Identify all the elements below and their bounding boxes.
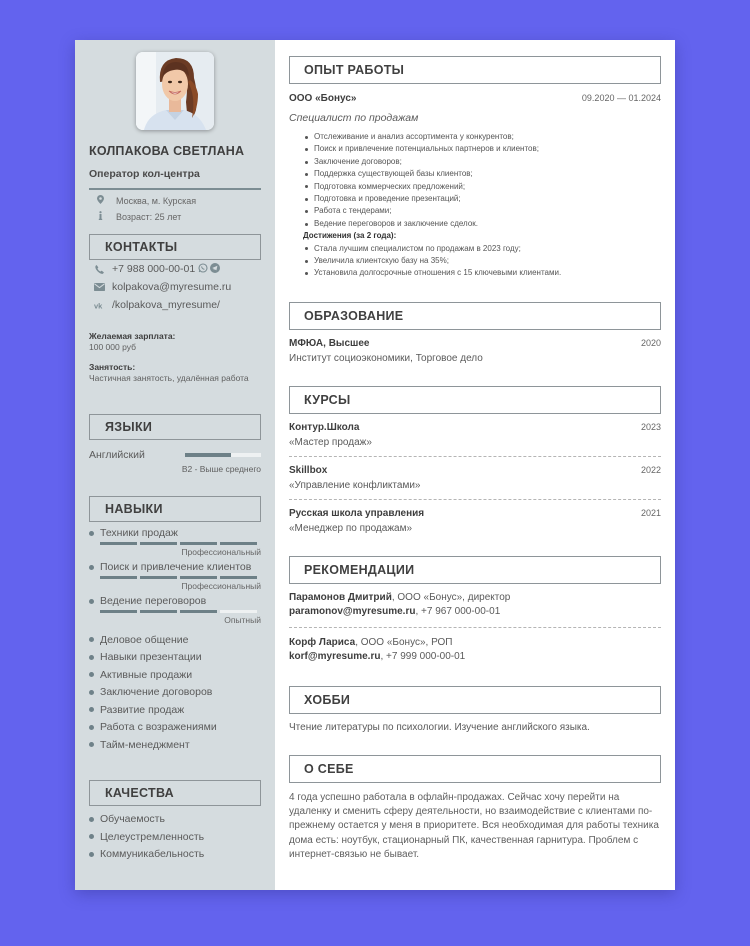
duty-item: Поддержка существующей базы клиентов; (305, 168, 661, 180)
job-duties (289, 131, 661, 280)
course-org: Skillbox (289, 464, 328, 476)
skill-name: Поиск и привлечение клиентов (100, 561, 252, 573)
bullet-icon (89, 637, 94, 642)
quality-item (89, 846, 261, 864)
map-pin-icon (93, 195, 107, 206)
phone-text[interactable]: +7 988 000-00-01 (112, 263, 196, 275)
skill-name: Техники продаж (100, 527, 178, 539)
reference-email[interactable]: korf@myresume.ru (289, 650, 381, 662)
bullet-icon (89, 565, 94, 570)
main-content (275, 40, 675, 890)
about-text: 4 года успешно работала в офлайн-продажах. Сейчас хочу перейти на удаленку и сменить сферу деятельности, но взаимодействие с клиентами по-прежнему остается у меня в приоритете. Вся необходимая для работы техника дома есть: ноутбук, стационарный ПК, качественная гарнитура. Проблем с интернет-связью не бывает. (289, 791, 659, 861)
skill-item (89, 631, 261, 649)
course-org: Контур.Школа (289, 421, 360, 433)
job-company: ООО «Бонус» (289, 93, 357, 104)
reference-phone[interactable]: , +7 999 000-00-01 (380, 650, 466, 662)
skill-level: Профессиональный (181, 547, 261, 557)
duty-item: Подготовка и проведение презентаций; (305, 193, 661, 205)
language-level-bar (185, 453, 261, 457)
sidebar (75, 40, 275, 890)
salary-value: 100 000 руб (89, 342, 136, 352)
skill-name: Заключение договоров (100, 686, 213, 699)
rated-skills (89, 525, 261, 627)
course-year: 2021 (640, 507, 661, 518)
duty-item: Ведение переговоров и заключение сделок. (305, 218, 661, 230)
bullet-icon (89, 852, 94, 857)
duty-item: Поиск и привлечение потенциальных партнеров и клиентов; (305, 143, 661, 155)
skill-level-bar (100, 542, 261, 545)
candidate-name: КОЛПАКОВА СВЕТЛАНА (89, 144, 245, 158)
divider (289, 627, 661, 628)
bullet-icon (89, 834, 94, 839)
hobbies-heading: ХОББИ (289, 686, 661, 714)
reference-phone[interactable]: , +7 967 000-00-01 (415, 605, 501, 617)
age-text: Возраст: 25 лет (116, 211, 182, 222)
language-item (89, 449, 261, 461)
course-year: 2022 (640, 464, 661, 475)
education-year: 2020 (640, 337, 661, 348)
reference-org: , ООО «Бонус», директор (391, 591, 511, 603)
profile-photo (136, 52, 214, 130)
skill-item (89, 701, 261, 719)
skill-item (89, 525, 261, 559)
reference-email[interactable]: paramonov@myresume.ru (289, 605, 416, 617)
contacts-heading: КОНТАКТЫ (89, 234, 261, 260)
skill-name: Тайм-менеджмент (100, 738, 190, 751)
bullet-icon (89, 707, 94, 712)
achievement-item: Стала лучшим специалистом по продажам в 2023 году; (305, 243, 661, 255)
bullet-icon (89, 817, 94, 822)
course-item (289, 465, 661, 491)
phone-icon (93, 265, 105, 274)
portrait-image (136, 52, 214, 130)
skill-name: Развитие продаж (100, 703, 185, 716)
experience-heading: ОПЫТ РАБОТЫ (289, 56, 661, 84)
employment-label: Занятость: (89, 362, 136, 372)
job-role: Специалист по продажам (289, 112, 419, 124)
education-school: МФЮА, Высшее (289, 337, 370, 349)
reference-name: Корф Лариса (289, 636, 356, 648)
reference-item (289, 591, 661, 619)
skill-item (89, 559, 261, 593)
location-row (89, 195, 261, 206)
about-heading: О СЕБЕ (289, 755, 661, 783)
employment-value: Частичная занятость, удалённая работа (89, 373, 249, 383)
language-name: Английский (89, 449, 145, 461)
candidate-position: Оператор кол-центра (89, 168, 200, 180)
telegram-icon[interactable] (210, 263, 220, 276)
skill-item (89, 649, 261, 667)
email-text[interactable]: kolpakova@myresume.ru (112, 281, 232, 293)
skill-level-bar (100, 610, 261, 613)
location-text: Москва, м. Курская (116, 195, 197, 206)
skill-name: Работа с возражениями (100, 721, 217, 734)
vk-row[interactable] (89, 296, 261, 314)
bullet-icon (89, 531, 94, 536)
skill-level: Профессиональный (181, 581, 261, 591)
bullet-icon (89, 690, 94, 695)
references-list (289, 591, 661, 664)
age-row (89, 211, 261, 222)
skill-name: Деловое общение (100, 633, 189, 646)
course-title: «Менеджер по продажам» (289, 522, 413, 534)
references-heading: РЕКОМЕНДАЦИИ (289, 556, 661, 584)
skill-level: Опытный (224, 615, 261, 625)
job-item (289, 93, 661, 280)
achievement-item: Увеличила клиентскую базу на 35%; (305, 255, 661, 267)
course-item (289, 422, 661, 448)
email-row[interactable] (89, 278, 261, 296)
divider (289, 499, 661, 500)
quality-item (89, 828, 261, 846)
qualities-heading: КАЧЕСТВА (89, 780, 261, 806)
course-title: «Управление конфликтами» (289, 479, 421, 491)
education-item (289, 338, 661, 364)
languages-heading: ЯЗЫКИ (89, 414, 261, 440)
bullet-icon (89, 725, 94, 730)
language-level: B2 - Выше среднего (181, 464, 261, 474)
skill-level-bar (100, 576, 261, 579)
divider (89, 188, 261, 190)
quality-name: Обучаемость (100, 813, 165, 826)
bullet-icon (89, 655, 94, 660)
bullet-icon (89, 672, 94, 677)
resume-page (75, 40, 675, 890)
duty-item: Заключение договоров; (305, 156, 661, 168)
skills-heading: НАВЫКИ (89, 496, 261, 522)
skill-item (89, 719, 261, 737)
reference-org: , ООО «Бонус», РОП (355, 636, 453, 648)
vk-icon (93, 302, 105, 309)
course-title: «Мастер продаж» (289, 436, 372, 448)
bullet-icon (89, 599, 94, 604)
skill-item (89, 593, 261, 627)
phone-row[interactable] (89, 260, 261, 278)
skill-item (89, 736, 261, 754)
svg-text:vk: vk (93, 301, 102, 309)
vk-text[interactable]: /kolpakova_myresume/ (112, 299, 220, 311)
education-details: Институт социоэкономики, Торговое дело (289, 352, 483, 364)
mail-icon (93, 283, 105, 291)
achievement-item: Установила долгосрочные отношения с 15 ключевыми клиентами. (305, 267, 661, 279)
education-heading: ОБРАЗОВАНИЕ (289, 302, 661, 330)
courses-heading: КУРСЫ (289, 386, 661, 414)
course-org: Русская школа управления (289, 507, 425, 519)
duty-item: Отслеживание и анализ ассортимента у конкурентов; (305, 131, 661, 143)
duty-item: Подготовка коммерческих предложений; (305, 181, 661, 193)
salary-label: Желаемая зарплата: (89, 331, 176, 341)
simple-skills (89, 631, 261, 754)
achievements-label: Достижения (за 2 года): (303, 231, 397, 241)
job-period: 09.2020 — 01.2024 (581, 93, 661, 103)
duty-item: Работа с тендерами; (305, 205, 661, 217)
reference-item (289, 636, 661, 664)
skill-name: Ведение переговоров (100, 595, 207, 607)
courses-list (289, 422, 661, 534)
whatsapp-icon[interactable] (198, 263, 208, 276)
quality-name: Коммуникабельность (100, 848, 205, 861)
course-item (289, 508, 661, 534)
quality-item (89, 811, 261, 829)
hobbies-text: Чтение литературы по психологии. Изучение английского языка. (289, 721, 590, 733)
salary-block (89, 331, 261, 353)
quality-name: Целеустремленность (100, 830, 205, 843)
skill-name: Активные продажи (100, 668, 193, 681)
employment-block (89, 362, 261, 384)
reference-name: Парамонов Дмитрий (289, 591, 392, 603)
divider (289, 456, 661, 457)
course-year: 2023 (640, 421, 661, 432)
skill-item (89, 684, 261, 702)
bullet-icon (89, 742, 94, 747)
skill-name: Навыки презентации (100, 651, 202, 664)
info-icon (93, 211, 107, 222)
qualities-list (89, 811, 261, 864)
skill-item (89, 666, 261, 684)
